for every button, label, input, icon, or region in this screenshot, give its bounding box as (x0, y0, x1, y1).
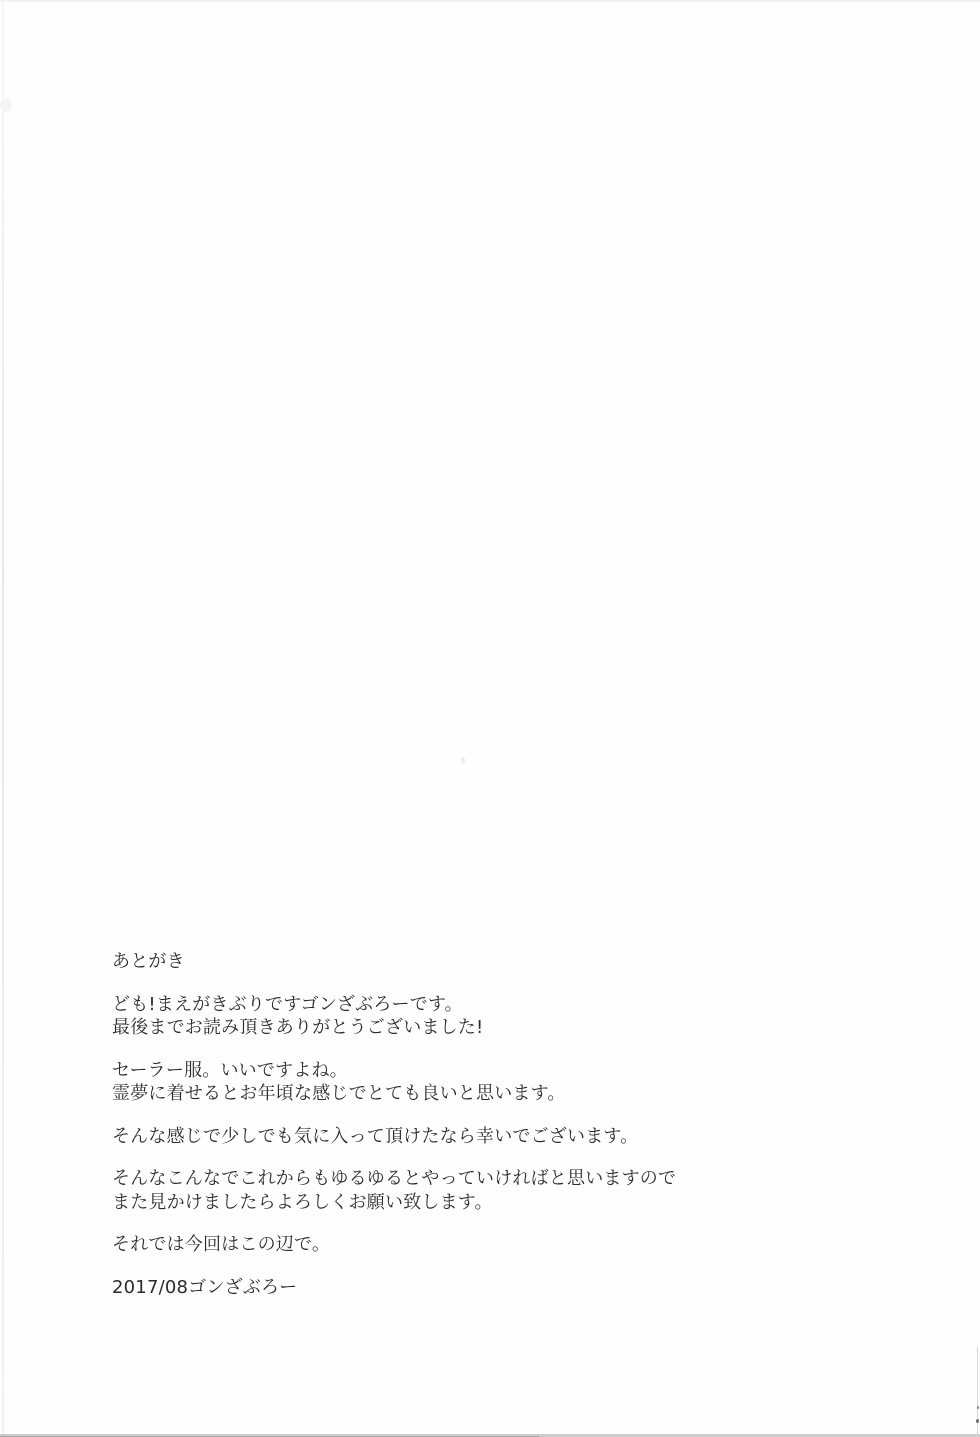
afterword-heading: あとがき (112, 951, 185, 972)
text-line: そんな感じで少しでも気に入って頂けたなら幸いでございます。 (112, 1125, 639, 1147)
afterword-paragraph (112, 1125, 832, 1149)
afterword-paragraph (112, 993, 832, 1040)
scan-edge-left (2, 0, 4, 1437)
afterword-paragraph (112, 1233, 832, 1257)
text-line: そんなこんなでこれからもゆるゆるとやっていければと思いますので (112, 1168, 677, 1189)
afterword-text-block (112, 950, 832, 1318)
scan-speck (461, 757, 465, 764)
text-line: ども!まえがきぶりですゴンざぶろーです。 (112, 993, 463, 1015)
scan-smudge (0, 98, 12, 112)
text-line: それでは今回はこの辺で。 (112, 1234, 331, 1255)
afterword-paragraph (112, 1167, 832, 1214)
scan-edge-right (977, 1347, 978, 1437)
text-line: また見かけましたらよろしくお願い致します。 (112, 1191, 493, 1213)
text-line: 霊夢に着せるとお年頃な感じでとても良いと思います。 (112, 1083, 566, 1104)
scan-edge-top (0, 0, 980, 2)
scan-speck (976, 1419, 979, 1423)
text-line: セーラー服。いいですよね。 (112, 1059, 348, 1081)
afterword-signature: 2017/08ゴンざぶろー (112, 1276, 298, 1298)
scan-speck (977, 1406, 979, 1409)
text-line: 最後までお読み頂きありがとうございました! (112, 1017, 484, 1038)
afterword-paragraph (112, 1059, 832, 1106)
